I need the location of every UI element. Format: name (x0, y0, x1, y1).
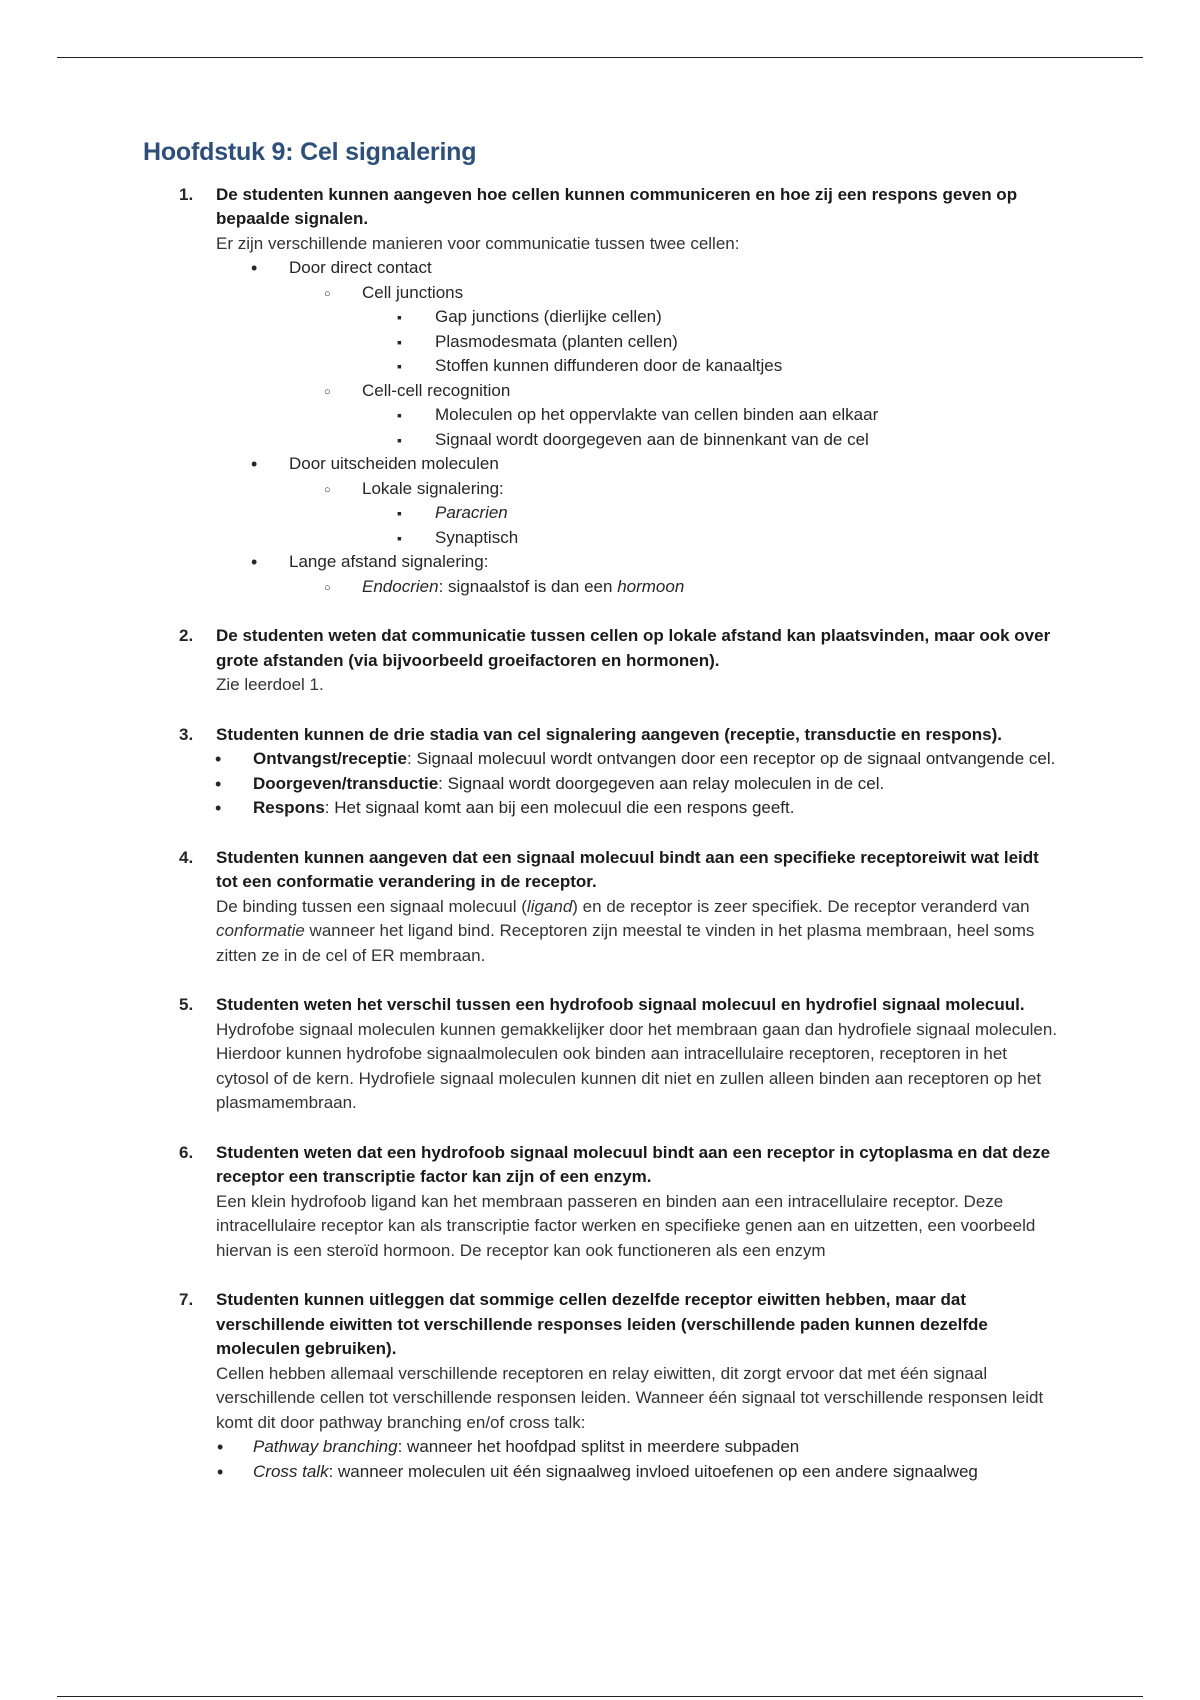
list-item-text: Lange afstand signalering: (289, 552, 489, 571)
list-item: ▪ Signaal wordt doorgegeven aan de binnenkant van de cel (362, 428, 1063, 453)
objective-number: 1. (179, 184, 194, 204)
term: Endocrien (362, 576, 439, 596)
sub-sub-list (362, 501, 1063, 550)
list-item-text: Lokale signalering: (362, 478, 504, 498)
list-item: ▪ Synaptisch (362, 526, 1063, 551)
list-item (216, 1435, 1063, 1460)
header-rule (57, 57, 1143, 58)
sub-list (289, 281, 1063, 453)
sub-sub-list (362, 403, 1063, 452)
text-run: ) en de receptor is zeer specifiek. De receptor veranderd van (572, 896, 1030, 916)
sub-sub-list (362, 305, 1063, 379)
term: Ontvangst/receptie (253, 749, 407, 768)
objective-1 (143, 183, 1063, 600)
list-item-text: : wanneer het hoofdpad splitst in meerdere subpaden (397, 1437, 800, 1456)
list-item (216, 550, 1063, 599)
list-item-text: Door direct contact (289, 258, 432, 277)
list-item-text: Cell junctions (362, 282, 464, 302)
sub-list (289, 477, 1063, 551)
objective-text: Zie leerdoel 1. (216, 675, 324, 694)
list-item: ▪ Paracrien (362, 501, 1063, 526)
objective-text: Er zijn verschillende manieren voor communicatie tussen twee cellen: (216, 233, 740, 253)
objective-number: 5. (179, 995, 194, 1014)
term: Pathway branching (253, 1437, 398, 1456)
text-run: wanneer het ligand bind. Receptoren zijn meestal te vinden in het plasma membraan, heel soms zitten ze in de cel of ER membraan. (216, 921, 1035, 965)
document-page (143, 140, 1063, 1509)
objective-5 (143, 993, 1063, 1116)
list-item-text: Door uitscheiden moleculen (289, 454, 499, 473)
bullet-list (216, 256, 1063, 599)
objective-number: 7. (179, 1290, 194, 1309)
objective-number: 3. (179, 724, 194, 744)
list-item-text: : wanneer moleculen uit één signaalweg invloed uitoefenen op een andere signaalweg (328, 1461, 978, 1481)
objective-text (216, 895, 1063, 969)
objective-title: Studenten weten dat een hydrofoob signaal molecuul bindt aan een receptor in cytoplasma en dat deze receptor een transcriptie factor kan zijn of een enzym. (216, 1142, 1051, 1186)
list-item (180, 747, 1063, 772)
term: Cross talk (253, 1461, 329, 1481)
bullet-list (180, 747, 1063, 821)
objective-7 (143, 1288, 1063, 1484)
objective-4 (143, 846, 1063, 969)
list-item (289, 281, 1063, 379)
list-item (180, 796, 1063, 821)
list-item (289, 379, 1063, 453)
bullet-list (216, 1435, 1063, 1484)
list-item-text: : Het signaal komt aan bij een molecuul die een respons geeft. (324, 798, 795, 817)
term: conformatie (216, 921, 305, 940)
term: ligand (526, 896, 573, 916)
list-item: ▪ Moleculen op het oppervlakte van cellen binden aan elkaar (362, 403, 1063, 428)
objective-number: 2. (179, 626, 194, 645)
page-title: Hoofdstuk 9: Cel signalering (143, 138, 477, 166)
term: Doorgeven/transductie (253, 773, 439, 793)
list-item (216, 452, 1063, 550)
objective-text: Hydrofobe signaal moleculen kunnen gemakkelijker door het membraan gaan dan hydrofiele signaal moleculen. Hierdoor kunnen hydrofobe signaalmoleculen ook binden aan intracellulaire receptoren, receptoren in het cytosol of de kern. Hydrofiele signaal moleculen kunnen dit niet en zullen alleen binden aan receptoren op het plasmamembraan. (216, 1019, 1058, 1112)
term: Respons (253, 798, 325, 817)
text-run: De binding tussen een signaal molecuul ( (216, 896, 527, 916)
list-item: ▪ Stoffen kunnen diffunderen door de kanaaltjes (362, 354, 1063, 379)
objective-3 (143, 723, 1063, 821)
list-item (289, 575, 1063, 600)
objective-text: Een klein hydrofoob ligand kan het membraan passeren en binden aan een intracellulaire receptor. Deze intracellulaire receptor kan als transcriptie factor werken en specifieke genen aan en uitzetten, een voorbeeld hiervan is een steroïd hormoon. De receptor kan ook functioneren als een enzym (216, 1191, 1036, 1260)
list-item: ▪ Gap junctions (dierlijke cellen) (362, 305, 1063, 330)
list-item (289, 477, 1063, 551)
objective-title: Studenten weten het verschil tussen een hydrofoob signaal molecuul en hydrofiel signaal molecuul. (216, 995, 1025, 1014)
objective-title: De studenten kunnen aangeven hoe cellen kunnen communiceren en hoe zij een respons geven op bepaalde signalen. (216, 184, 1018, 228)
list-item-text: : Signaal wordt doorgegeven aan relay moleculen in de cel. (438, 773, 885, 793)
list-item (216, 1460, 1063, 1485)
term: hormoon (617, 576, 685, 596)
objective-title: De studenten weten dat communicatie tussen cellen op lokale afstand kan plaatsvinden, maar ook over grote afstanden (via bijvoorbeeld groeifactoren en hormonen). (216, 626, 1051, 670)
list-item (180, 772, 1063, 797)
objective-title: Studenten kunnen uitleggen dat sommige cellen dezelfde receptor eiwitten hebben, maar dat verschillende eiwitten tot verschillende responses leiden (verschillende paden kunnen dezelfde moleculen gebruiken). (216, 1290, 988, 1358)
list-item: ▪ Plasmodesmata (planten cellen) (362, 330, 1063, 355)
objective-6 (143, 1141, 1063, 1264)
list-item (216, 256, 1063, 452)
list-item-text: : Signaal molecuul wordt ontvangen door een receptor op de signaal ontvangende cel. (407, 749, 1056, 768)
objective-number: 6. (179, 1142, 194, 1162)
objective-title: Studenten kunnen de drie stadia van cel signalering aangeven (receptie, transductie en respons). (216, 724, 1002, 744)
sub-list (289, 575, 1063, 600)
footer-rule (57, 1696, 1143, 1697)
objective-title: Studenten kunnen aangeven dat een signaal molecuul bindt aan een specifieke receptoreiwit wat leidt tot een conformatie verandering in de receptor. (216, 847, 1039, 891)
list-item-text: : signaalstof is dan een (438, 576, 618, 596)
list-item-text: Cell-cell recognition (362, 380, 511, 400)
objective-2 (143, 624, 1063, 698)
objective-number: 4. (179, 847, 194, 867)
objective-text: Cellen hebben allemaal verschillende receptoren en relay eiwitten, dit zorgt ervoor dat met één signaal verschillende cellen tot verschillende responsen leiden. Wanneer één signaal tot verschillende responsen leidt komt dit door pathway branching en/of cross talk: (216, 1363, 1044, 1432)
